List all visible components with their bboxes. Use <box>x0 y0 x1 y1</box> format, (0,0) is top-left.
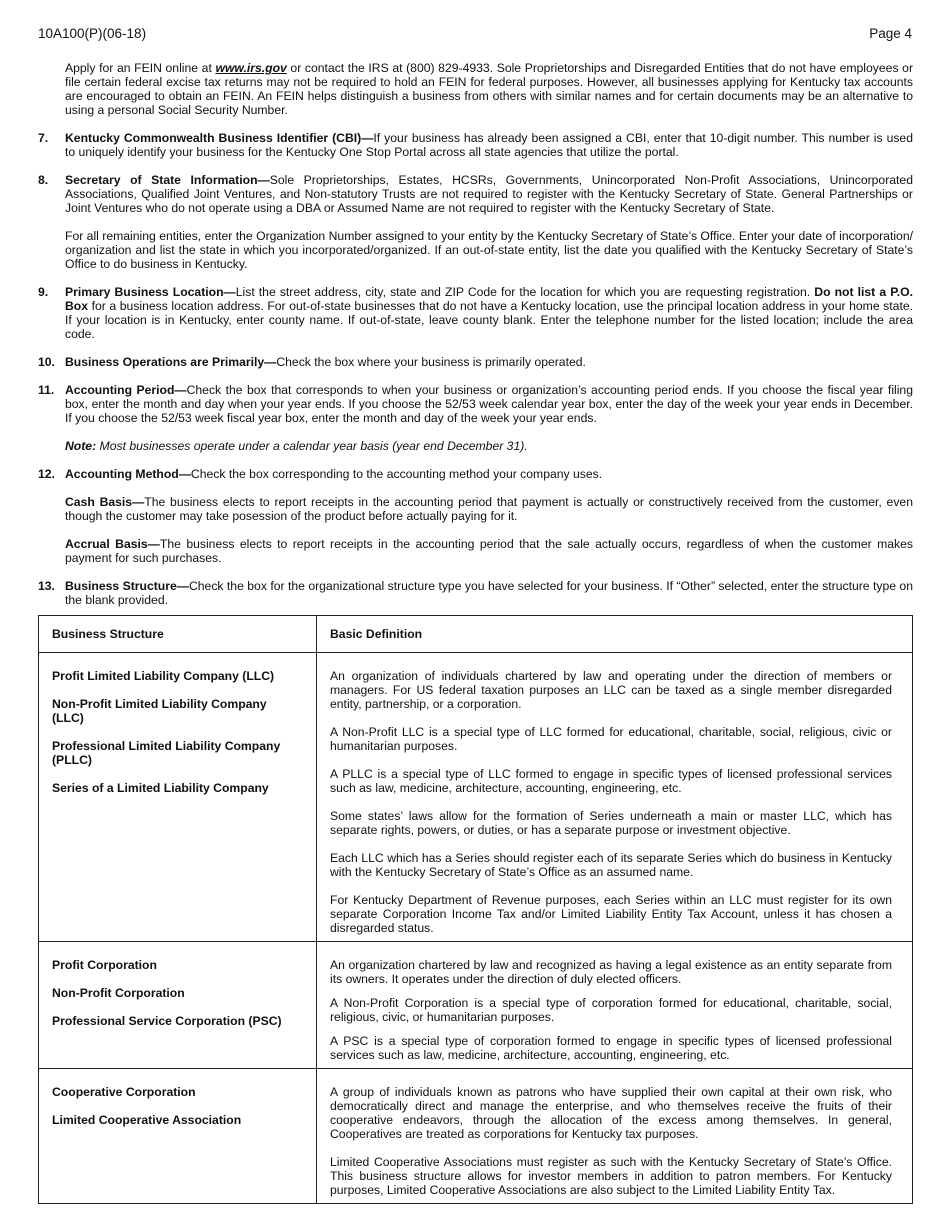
definition: A PSC is a special type of corporation formed to engage in specific types of licensed professional services such as law, medicine, architecture, accounting, engineering, etc. <box>330 1034 892 1062</box>
structure-types <box>39 1069 317 1204</box>
item-number: 9. <box>38 285 49 299</box>
structure-type: Non-Profit Corporation <box>52 986 185 1000</box>
instruction-item-11 <box>38 383 913 453</box>
item-title: Business Operations are Primarily— <box>65 355 277 369</box>
accrual-basis-title: Accrual Basis— <box>65 537 160 551</box>
po-box-warning: Do not list a P.O. Box <box>65 285 914 313</box>
cash-basis <box>65 495 913 523</box>
structure-type: Professional Limited Liability Company (PLLC) <box>52 739 281 767</box>
item-text: Check the box for the organizational structure type you have selected for your business. If “Other” selected, enter the structure type on the blank provided. <box>65 579 913 607</box>
structure-type: Profit Corporation <box>52 958 157 972</box>
definition: An organization chartered by law and recognized as having a legal existence as an entity separate from its owners. It operates under the direction of duly elected officers. <box>330 958 892 986</box>
table-row-cooperative <box>39 1069 913 1204</box>
item-title: Accounting Method— <box>65 467 191 481</box>
item-number: 11. <box>38 383 55 397</box>
item-text: Sole Proprietorships, Estates, HCSRs, Governments, Unincorporated Non-Profit Associations, Unincorporated Associations, Qualified Joint Ventures, and Non-statutory Trusts are not required to register with the Kentucky Secretary of State. General Partnerships or Joint Ventures who do not operate using a DBA or Assumed Name are not required to register with the Kentucky Secretary of State. <box>65 173 913 215</box>
definition: A PLLC is a special type of LLC formed to engage in specific types of licensed professional services such as law, medicine, architecture, accounting, engineering, etc. <box>330 767 892 795</box>
form-code: 10A100(P)(06-18) <box>38 26 147 41</box>
definition: Each LLC which has a Series should register each of its separate Series which do business in Kentucky with the Kentucky Secretary of State’s Office as an assumed name. <box>330 851 892 879</box>
structure-type: Professional Service Corporation (PSC) <box>52 1014 282 1028</box>
definition: An organization of individuals chartered by law and operating under the direction of members or managers. For US federal taxation purposes an LLC can be taxed as a single member disregarded entity, partnership, or a corporation. <box>330 669 892 711</box>
accrual-basis <box>65 537 913 565</box>
note-label: Note: <box>65 439 97 453</box>
column-header-definition: Basic Definition <box>317 616 913 653</box>
definition: A Non-Profit Corporation is a special type of corporation formed for educational, charitable, social, religious, civic, or humanitarian purposes. <box>330 996 892 1024</box>
fein-paragraph <box>38 61 913 117</box>
item-title: Secretary of State Information— <box>65 173 270 187</box>
item-number: 10. <box>38 355 55 369</box>
structure-type: Non-Profit Limited Liability Company (LLC) <box>52 697 267 725</box>
item-text: Check the box corresponding to the accounting method your company uses. <box>190 467 603 481</box>
item-text: Check the box that corresponds to when your business or organization’s accounting period ends. If you choose the fiscal year filing box, enter the month and day when your year ends. If you choose the 52/53 week calendar year box, enter the day of the week your year ends in December. If you choose the 52/53 week fiscal year box, enter the month and day of the week your year ends. <box>65 383 913 425</box>
item-title: Business Structure— <box>65 579 189 593</box>
definition: A group of individuals known as patrons who have supplied their own capital at their own risk, who democratically direct and manage the enterprise, and who themselves receive the fruits of their cooperative endeavors, through the allocation of the excess among themselves. In general, Cooperatives are treated as corporations for Kentucky tax purposes. <box>330 1085 892 1141</box>
definition: A Non-Profit LLC is a special type of LLC formed for educational, charitable, social, religious, civic or humanitarian purposes. <box>330 725 892 753</box>
item-number: 8. <box>38 173 49 187</box>
structure-type: Series of a Limited Liability Company <box>52 781 269 795</box>
fein-text-before: Apply for an FEIN online at <box>65 61 216 75</box>
structure-type: Limited Cooperative Association <box>52 1113 242 1127</box>
instructions <box>38 61 913 621</box>
structure-definitions <box>317 653 913 942</box>
item-number: 12. <box>38 467 55 481</box>
instruction-item-7 <box>38 131 913 159</box>
item-text: Check the box where your business is primarily operated. <box>276 355 586 369</box>
instruction-item-9 <box>38 285 913 341</box>
fein-text-after: or contact the IRS at (800) 829-4933. Sole Proprietorships and Disregarded Entities that do not have employees or file certain federal excise tax returns may not be required to hold an FEIN for federal purposes. However, all businesses applying for Kentucky tax accounts are encouraged to obtain an FEIN. An FEIN helps distinguish a business from others with similar names and for certain documents may be an alternative to using a personal Social Security Number. <box>65 61 913 117</box>
table-header-row <box>39 616 913 653</box>
structure-types <box>39 942 317 1069</box>
column-header-structure: Business Structure <box>39 616 317 653</box>
business-structure-table <box>38 615 913 1204</box>
instruction-item-8 <box>38 173 913 271</box>
structure-type: Cooperative Corporation <box>52 1085 196 1099</box>
item-title: Accounting Period— <box>65 383 187 397</box>
instruction-item-13 <box>38 579 913 607</box>
structure-definitions <box>317 1069 913 1204</box>
cash-basis-title: Cash Basis— <box>65 495 145 509</box>
item-text: List the street address, city, state and ZIP Code for the location for which you are requesting registration. <box>235 285 815 299</box>
item-number: 13. <box>38 579 55 593</box>
item-number: 7. <box>38 131 49 145</box>
table-row-llc <box>39 653 913 942</box>
definition: Some states’ laws allow for the formation of Series underneath a main or master LLC, which has separate rights, powers, or duties, or has a separate purpose or investment objective. <box>330 809 892 837</box>
structure-types <box>39 653 317 942</box>
structure-type: Profit Limited Liability Company (LLC) <box>52 669 275 683</box>
item-title: Kentucky Commonwealth Business Identifier (CBI)— <box>65 131 374 145</box>
definition: For Kentucky Department of Revenue purposes, each Series within an LLC must register for its own separate Corporation Income Tax and/or Limited Liability Entity Tax Account, unless it has chosen a disregarded status. <box>330 893 892 935</box>
instruction-item-10 <box>38 355 913 369</box>
item-text-continued: For all remaining entities, enter the Organization Number assigned to your entity by the Kentucky Secretary of State’s Office. Enter your date of incorporation/ organization and list the state in which you incorporated/organized. If an out-of-state entity, list the date you qualified with the Kentucky Secretary of State’s Office to do business in Kentucky. <box>65 229 913 271</box>
note-text: Most businesses operate under a calendar year basis (year end December 31). <box>96 439 528 453</box>
page-header <box>38 26 912 42</box>
item-text: If your business has already been assigned a CBI, enter that 10-digit number. This number is used to uniquely identify your business for the Kentucky One Stop Portal across all state agencies that utilize the portal. <box>65 131 913 159</box>
item-title: Primary Business Location— <box>65 285 236 299</box>
structure-definitions <box>317 942 913 1069</box>
note <box>65 439 913 453</box>
definition: Limited Cooperative Associations must register as such with the Kentucky Secretary of State’s Office. This business structure allows for investor members in addition to patron members. For Kentucky purposes, Limited Cooperative Associations are also subject to the Limited Liability Entity Tax. <box>330 1155 892 1197</box>
irs-link[interactable]: www.irs.gov <box>215 61 287 75</box>
cash-basis-text: The business elects to report receipts in the accounting period that payment is actually or constructively received from the customer, even though the customer may take posession of the product before actually paying for it. <box>65 495 913 523</box>
accrual-basis-text: The business elects to report receipts in the accounting period that the sale actually occurs, regardless of when the customer makes payment for such purchases. <box>65 537 913 565</box>
table-row-corporation <box>39 942 913 1069</box>
instruction-item-12 <box>38 467 913 565</box>
item-text-continued: for a business location address. For out-of-state businesses that do not have a Kentucky location, use the principal location address in your home state. If your location is in Kentucky, enter county name. If out-of-state, leave county blank. Enter the telephone number for the listed location; include the area code. <box>65 299 913 341</box>
page-number: Page 4 <box>869 26 912 41</box>
